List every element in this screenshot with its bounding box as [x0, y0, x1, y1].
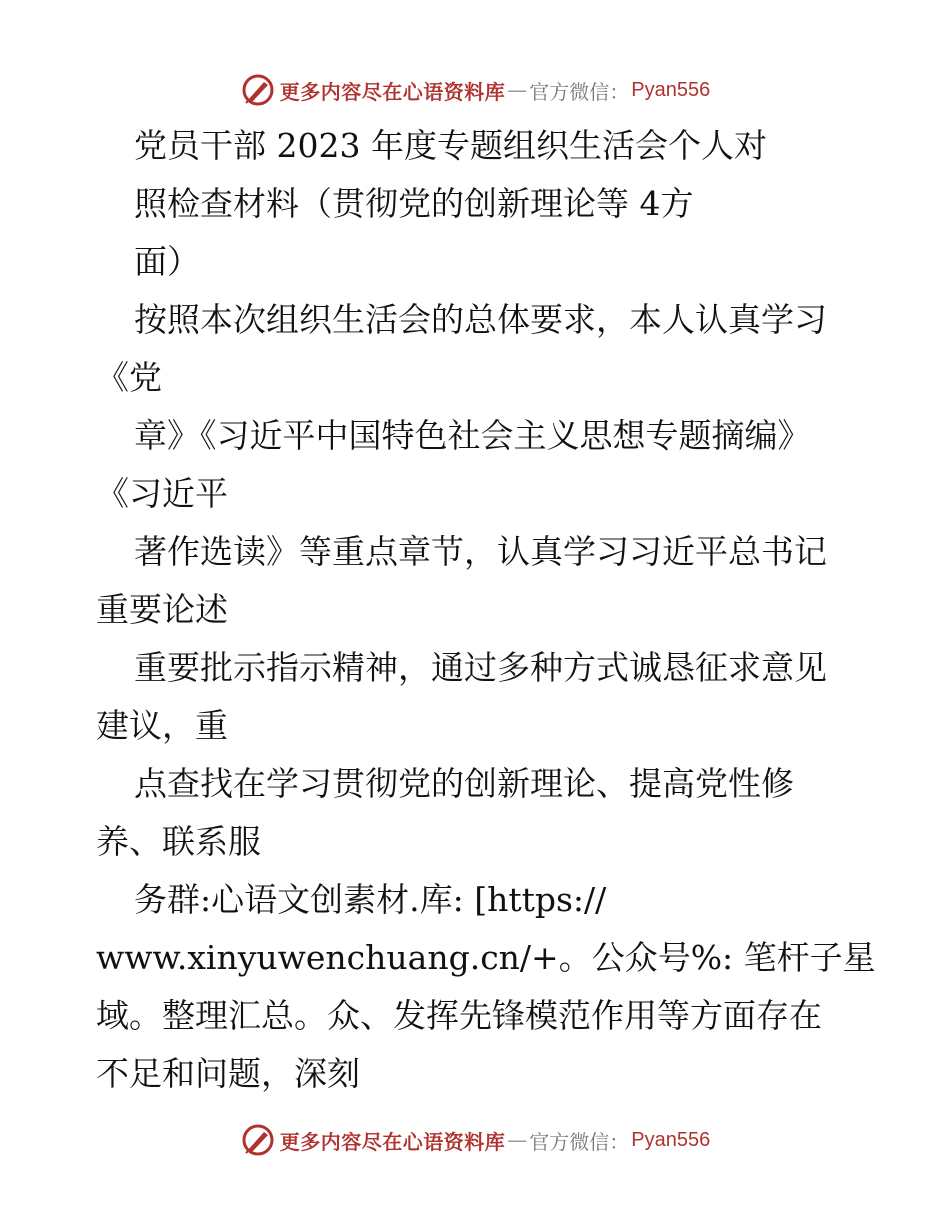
watermark-wechat-label: 官方微信：	[529, 1129, 630, 1154]
watermark-title: 更多内容尽在心语资料库	[279, 79, 506, 104]
body-line: www.xinyuwenchuang.cn/+。公众号%: 笔杆子星	[96, 938, 876, 977]
watermark-wechat-id: Pyan556	[631, 1128, 711, 1151]
body-line: 务群:心语文创素材.库: [https://	[134, 880, 607, 919]
watermark-wechat-id: Pyan556	[631, 78, 711, 101]
title-line-2: 照检查材料（贯彻党的创新理论等 4方	[134, 184, 694, 223]
title-line-1: 党员干部 2023 年度专题组织生活会个人对	[134, 126, 767, 165]
footer-watermark	[0, 1120, 950, 1160]
body-line: 重要批示指示精神，通过多种方式诚恳征求意见	[134, 648, 827, 687]
body-line: 章》《习近平中国特色社会主义思想专题摘编》	[134, 416, 811, 455]
watermark-separator: —	[507, 1128, 528, 1152]
pen-seal-icon	[240, 1122, 276, 1158]
body-line: 按照本次组织生活会的总体要求，本人认真学习	[134, 300, 827, 339]
body-line: 养、联系服	[96, 822, 261, 861]
body-line: 域。整理汇总。众、发挥先锋模范作用等方面存在	[96, 996, 822, 1035]
body-line: 点查找在学习贯彻党的创新理论、提高党性修	[134, 764, 794, 803]
body-line: 建议，重	[96, 706, 228, 745]
watermark-wechat-label: 官方微信：	[529, 79, 630, 104]
title-line-3: 面）	[134, 242, 200, 281]
body-line: 重要论述	[96, 590, 228, 629]
body-line: 《党	[96, 358, 162, 397]
header-watermark	[0, 70, 950, 110]
body-line: 《习近平	[96, 474, 228, 513]
body-line: 不足和问题，深刻	[96, 1054, 360, 1093]
pen-seal-icon	[240, 72, 276, 108]
watermark-title: 更多内容尽在心语资料库	[279, 1129, 506, 1154]
watermark-separator: —	[507, 78, 528, 102]
body-line: 著作选读》等重点章节，认真学习习近平总书记	[134, 532, 827, 571]
